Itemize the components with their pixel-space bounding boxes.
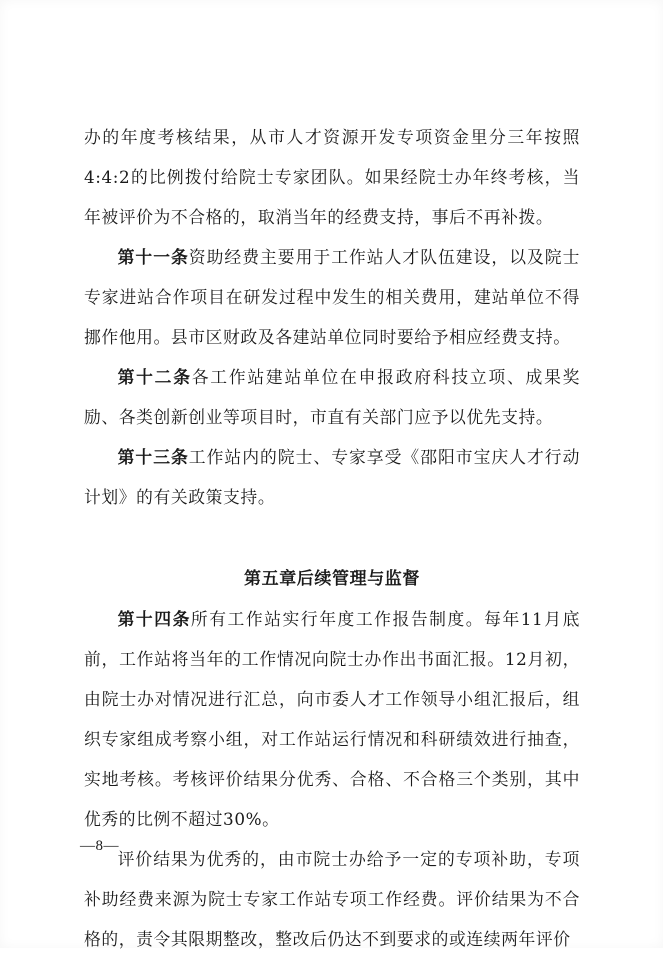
article-text: 工作站内的院士、专家享受《邵阳市宝庆人才行动计划》的有关政策支持。 — [84, 447, 580, 507]
article-12-paragraph — [84, 357, 580, 437]
article-text: 各工作站建站单位在申报政府科技立项、成果奖励、各类创新创业等项目时，市直有关部门应予以优先支持。 — [84, 367, 580, 427]
article-14-paragraph — [84, 599, 580, 839]
article-number: 第十一条 — [117, 247, 189, 267]
document-body — [84, 117, 580, 959]
article-13-paragraph — [84, 437, 580, 517]
paragraph-text: 办的年度考核结果，从市人才资源开发专项资金里分三年按照4:4:2的比例拨付给院士专家团队。如果经院士办年终考核，当年被评价为不合格的，取消当年的经费支持，事后不再补拨。 — [84, 127, 580, 227]
page-number: —8— — [80, 838, 119, 854]
article-number: 第十二条 — [117, 367, 192, 387]
evaluation-paragraph — [84, 839, 580, 959]
chapter-heading: 第五章后续管理与监督 — [244, 569, 420, 589]
article-text: 资助经费主要用于工作站人才队伍建设，以及院士专家进站合作项目在研发过程中发生的相关费用，建站单位不得挪作他用。县市区财政及各建站单位同时要给予相应经费支持。 — [84, 247, 580, 347]
paragraph-text: 评价结果为优秀的，由市院士办给予一定的专项补助，专项补助经费来源为院士专家工作站专项工作经费。评价结果为不合格的，责令其限期整改，整改后仍达不到要求的或连续两年评价 — [84, 849, 580, 949]
article-11-paragraph — [84, 237, 580, 357]
article-number: 第十四条 — [117, 609, 191, 629]
article-text: 所有工作站实行年度工作报告制度。每年11月底前，工作站将当年的工作情况向院士办作出书面汇报。12月初，由院士办对情况进行汇总，向市委人才工作领导小组汇报后，组织专家组成考察小组，对工作站运行情况和科研绩效进行抽查，实地考核。考核评价结果分优秀、合格、不合格三个类别，其中优秀的比例不超过30%。 — [84, 609, 580, 829]
article-number: 第十三条 — [117, 447, 189, 467]
paragraph-continuation — [84, 117, 580, 237]
